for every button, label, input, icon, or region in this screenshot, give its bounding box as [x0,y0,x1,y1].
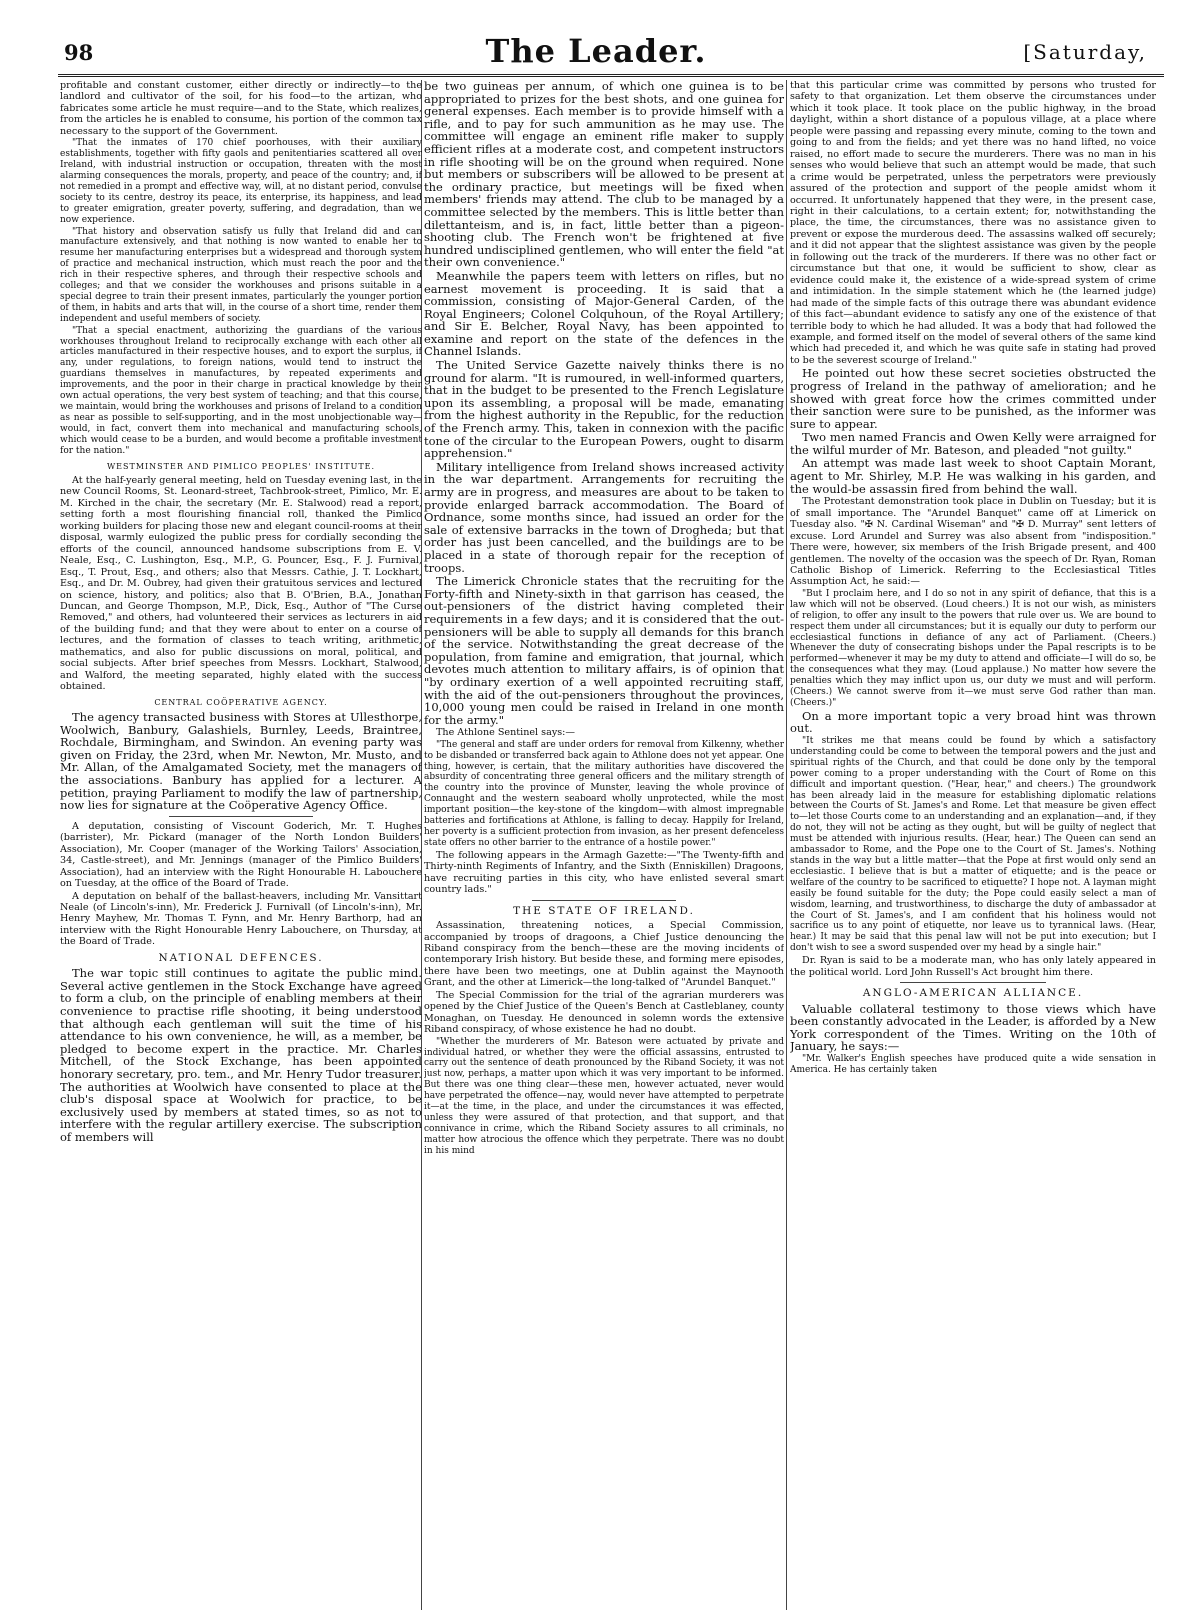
paragraph: At the half-yearly general meeting, held on Tuesday evening last, in the new Council Rooms, St. Leonard-street, Tachbrook-street, Pimlico, Mr. E. M. Kirched in the chair, the secretary (Mr. E. Stalwood) read a report, setting forth a most flourishing financial roll, thanked the Pimlico working builders for placing those new and elegant council-rooms at their disposal, warmly eulogized the public press for cordially seconding the efforts of the council, announced handsome subscriptions from E. V. Neale, Esq., C. Lushington, Esq., M.P., G. Pouncer, Esq., F. J. Furnival, Esq., T. Prout, Esq., and others; also that Messrs. Cathie, J. T. Lockhart, Esq., and Dr. M. Oubrey, had given their gratuitous services and lectured on science, history, and politics; also that B. O'Brien, B.A., Jonathan Duncan, and George Thompson, M.P., Dick, Esq., Author of "The Curse Removed," and others, had volunteered their services as lecturers in aid of the building fund; and that they were about to enter on a course of lectures, and the formation of classes to teach writing, arithmetic, mathematics, and also for public discussions on moral, political, and social subjects. After brief speeches from Messrs. Lockhart, Stalwood, and Walford, the meeting separated, highly elated with the success obtained. [60,475,422,693]
paragraph: Meanwhile the papers teem with letters on rifles, but no earnest movement is proceeding. It is said that a commission, consisting of Major-General Carden, of the Royal Engineers; Colonel Colquhoun, of the Royal Artillery; and Sir E. Belcher, Royal Navy, has been appointed to examine and report on the state of the defences in the Channel Islands. [424,268,784,359]
paragraph: The Athlone Sentinel says:— [436,727,575,739]
paragraph: profitable and constant customer, either directly or indirectly—to the landlord and cultivator of the soil, for his food—to the artizan, who fabricates some article he must require—and to the State, which realizes, from the articles he is enabled to consume, his portion of the common tax necessary to the support of the Government. [60,80,422,137]
paragraph: "The general and staff are under orders for removal from Kilkenny, whether to be disbanded or transferred back again to Athlone does not yet appear. One thing, however, is certain, that the military authorities have discovered the absurdity of concentrating three general officers and the military strength of the country into the province of Munster, leaving the whole province of Connaught and the western seaboard wholly unprotected, while the most important position—the key-stone of the kingdom—with almost impregnable batteries and fortifications at Athlone, is falling to decay. Happily for Ireland, her poverty is a sufficient protection from invasion, as her present defenceless state offers no other barrier to the entrance of a hostile power." [424,739,784,848]
divider [169,816,314,817]
column-3 [790,80,1156,1610]
paragraph: Two men named Francis and Owen Kelly were arraigned for the wilful murder of Mr. Bateson, and pleaded "not guilty." [790,430,1156,457]
section-heading: ANGLO-AMERICAN ALLIANCE. [862,987,1084,1000]
issue-day: [Saturday, [1023,40,1147,64]
divider [532,900,676,901]
paragraph: The United Service Gazette naively thinks there is no ground for alarm. "It is rumoured, in well-informed quarters, that in the budget to be presented to the French Legislature upon its assembling, a proposal will be made, emanating from the highest authority in the Republic, for the reduction of the French army. This, taken in connexion with the pacific tone of the circular to the European Powers, ought to disarm apprehension." [424,358,784,461]
masthead-title: The Leader. [485,32,707,70]
paragraph: The Limerick Chronicle states that the recruiting for the Forty-fifth and Ninety-sixth in that garrison has ceased, the out-pensioners of the district having completed their requirements in a few days; and it is considered that the out-pensioners will be able to supply all demands for this branch of the service. Notwithstanding the great decrease of the population, from famine and emigration, that journal, which devotes much attention to military affairs, is of opinion that "by ordinary exertion of a well appointed recruiting staff, with the aid of the out-pensioners throughout the provinces, 10,000 young men could be raised in Ireland in one month for the army." [424,574,784,727]
paragraph: "But I proclaim here, and I do so not in any spirit of defiance, that this is a law which will not be observed. (Loud cheers.) It is not our wish, as ministers of religion, to offer any insult to the powers that rule over us. We are bound to respect them under all circumstances; but it is equally our duty to perform our ecclesiastical functions in defiance of any act of Parliament. (Cheers.) Whenever the duty of consecrating bishops under the Papal rescripts is to be performed—whenever it may be my duty to attend and officiate—I will do so, be the consequences what they may. (Loud applause.) No matter how severe the penalties which they may inflict upon us, our duty we must and will perform. (Cheers.) We cannot swerve from it—we must serve God rather than man. (Cheers.)" [790,588,1156,708]
paragraph: "It strikes me that means could be found by which a satisfactory understanding could be come to between the temporal powers and the just and spiritual rights of the Church, and that could be done only by the temporal power coming to a proper understanding with the Court of Rome on this difficult and important question. ("Hear, hear," and cheers.) The groundwork has been already laid in the measure for establishing diplomatic relations between the Courts of St. James's and Rome. Let that measure be given effect to—let those Courts come to an understanding and an explanation—and, if they do not, they will not be acting as they ought, but will be guilty of neglect that must be attended with injurious results. (Hear, hear.) The Queen can send an ambassador to Rome, and the Pope one to the Court of St. James's. Nothing stands in the way but a little matter—that the Pope at first would only send an ecclesiastic. I believe that is but a matter of etiquette; and is the peace or welfare of the country to be sacrificed to etiquette? I hope not. A layman might easily be found suitable for the duty; the Pope could easily select a man of wisdom, learning, and trustworthiness, to discharge the duty of ambassador at the Court of St. James's, and I am confident that his holiness would not sacrifice us to any point of etiquette, nor leave us to tyrannical laws. (Hear, hear.) It may be said that this penal law will not be put into execution; but I don't wish to see a sword suspended over my head by a single hair." [790,736,1156,954]
paragraph: that this particular crime was committed by persons who trusted for safety to that organization. Let them observe the circumstances under which it took place. It took place on the public highway, in the broad daylight, within a short distance of a populous village, at a place where people were passing and repassing every minute, coming to the town and going to and from the fields; and yet there was no hand lifted, no voice raised, no effort made to secure the murderers. There was no man in his senses who would believe that such an attempt would be made, that such a crime would be perpetrated, unless the perpetrators were previously assured of the protection and support of the people amidst whom it occurred. It unfortunately happened that they were, in the present case, right in their calculations, to a certain extent; for, notwithstanding the place, the time, the circumstances, there was no assistance given to prevent or expose the murderous deed. The assassins walked off securely; and it did not appear that the slightest assistance was given by the people in following out the track of the murderers. If there was no other fact or circumstance but that one, it would be sufficient to show, clear as evidence could make it, the existence of a wide-spread system of crime and intimidation. In the simple statement which he (the learned judge) had made of the simple facts of this outrage there was abundant evidence of this fact—abundant evidence to satisfy any one of the existence of that terrible body to which he had alluded. It was a body that had followed the example, and formed itself on the model of several others of the same kind which had preceded it, and which he was quite safe in stating had proved to be the severest scourge of Ireland." [790,80,1156,366]
paragraph: "That history and observation satisfy us fully that Ireland did and can manufacture extensively, and that nothing is now wanted to enable her to resume her manufacturing enterprises but a widespread and thorough system of practice and mechanical instruction, which must reach the poor and the rich in their respective spheres, and through their respective schools and colleges; and that we consider the workhouses and prisons suitable in a special degree to train their present inmates, particularly the younger portion of them, in habits and arts that will, in the course of a short time, render them independent and useful members of society. [60,226,422,324]
paragraph: A deputation, consisting of Viscount Goderich, Mr. T. Hughes (barrister), Mr. Pickard (manager of the North London Builders' Association), Mr. Cooper (manager of the Working Tailors' Association, 34, Castle-street), and Mr. Jennings (manager of the Pimlico Builders' Association), had an interview with the Right Honourable H. Labouchere on Tuesday, at the office of the Board of Trade. [60,820,422,890]
column-2 [424,80,784,1610]
paragraph: be two guineas per annum, of which one guinea is to be appropriated to prizes for the best shots, and one guinea for general expenses. Each member is to provide himself with a rifle, and to pay for such ammunition as he may use. The committee will engage an eminent rifle maker to supply efficient rifles at a moderate cost, and competent instructors in rifle shooting will be on the ground when required. None but members or subscribers will be allowed to be present at the ordinary practice, but meetings will be fixed when members' friends may attend. The club to be managed by a committee selected by the members. This is little better than dilettanteism, and is, in fact, little better than a pigeon-shooting club. The French won't be frightened at five hundred undisciplined gentlemen, who will enter the field "at their own convenience." [424,80,784,270]
column-1 [60,80,422,1610]
section-heading: NATIONAL DEFENCES. [158,951,324,964]
paragraph: A deputation on behalf of the ballast-heavers, including Mr. Vansittart Neale (of Lincoln's-inn), Mr. Frederick J. Furnivall (of Lincoln's-inn), Mr. Henry Mayhew, Mr. Thomas T. Fynn, and Mr. Henry Barthorp, had an interview with the Right Honourable Henry Labouchere, on Thursday, at the Board of Trade. [60,890,422,948]
paragraph: "Mr. Walker's English speeches have produced quite a wide sensation in America. He has certainly taken [790,1053,1156,1075]
paragraph: "Whether the murderers of Mr. Bateson were actuated by private and individual hatred, or whether they were the official assassins, entrusted to carry out the sentence of death pronounced by the Riband Society, it was not just now, perhaps, a matter upon which it was very important to be informed. But there was one thing clear—these men, however actuated, never would have perpetrated the offence—nay, would never have attempted to perpetrate it—at the time, in the place, and under the circumstances it was effected, unless they were assured of that protection, and that support, and that connivance in crime, which the Riband Society assures to all criminals, no matter how atrocious the offence which they perpetrate. There was no doubt in his mind [424,1036,784,1156]
paragraph: Valuable collateral testimony to those views which have been constantly advocated in the Leader, is afforded by a New York correspondent of the Times. Writing on the 10th of January, he says:— [790,1001,1156,1054]
divider [900,982,1046,983]
paragraph: The war topic still continues to agitate the public mind. Several active gentlemen in the Stock Exchange have agreed to form a club, on the principle of enabling members at their convenience to practise rifle shooting, it being understood that although each gentleman will suit the time of his attendance to his own convenience, he will, as a member, be pledged to become expert in the practice. Mr. Charles Mitchell, of the Stock Exchange, has been appointed honorary secretary, pro. tem., and Mr. Henry Tudor treasurer. The authorities at Woolwich have consented to place at the club's disposal space at Woolwich for practice, to be exclusively used by members at stated times, so as not to interfere with the regular artillery exercise. The subscription of members will [60,966,422,1144]
paragraph: Military intelligence from Ireland shows increased activity in the war department. Arrangements for recruiting the army are in progress, and measures are about to be taken to provide enlarged barrack accommodation. The Board of Ordnance, some months since, had issued an order for the sale of extensive barracks in the town of Drogheda; but that order has just been cancelled, and the buildings are to be placed in a state of thorough repair for the reception of troops. [424,459,784,575]
column-divider [786,80,787,1610]
paragraph: "That the inmates of 170 chief poorhouses, with their auxiliary establishments, together with fifty gaols and penitentiaries scattered all over Ireland, with industrial instruction or occupation, threaten with the most alarming consequences the morals, property, and peace of the country; and, if not remedied in a prompt and effective way, will, at no distant period, convulse society to its centre, destroy its peace, its enterprise, its happiness, and lead to greater emigration, greater poverty, suffering, and degradation, than we now experience. [60,138,422,225]
header-rule [58,74,1164,77]
paragraph: He pointed out how these secret societies obstructed the progress of Ireland in the pathway of amelioration; and he showed with great force how the crimes committed under their sanction were sure to be punished, as the informer was sure to appear. [790,366,1156,431]
paragraph: On a more important topic a very broad hint was thrown out. [790,708,1156,736]
section-heading: CENTRAL COÖPERATIVE AGENCY. [154,697,328,707]
section-heading: THE STATE OF IRELAND. [513,904,695,917]
page-number: 98 [64,40,94,65]
paragraph: The Special Commission for the trial of the agrarian murderers was opened by the Chief Justice of the Queen's Bench at Castleblaney, county Monaghan, on Tuesday. He denounced in solemn words the extensive Riband conspiracy, of whose existence he had no doubt. [424,989,784,1036]
paragraph: The Protestant demonstration took place in Dublin on Tuesday; but it is of small importance. The "Arundel Banquet" came off at Limerick on Tuesday also. "✠ N. Cardinal Wiseman" and "✠ D. Murray" sent letters of excuse. Lord Arundel and Surrey was also absent from "indisposition." There were, however, six members of the Irish Brigade present, and 400 gentlemen. The novelty of the occasion was the speech of Dr. Ryan, Roman Catholic Bishop of Limerick. Referring to the Ecclesiastical Titles Assumption Act, he said:— [790,496,1156,588]
section-heading: WESTMINSTER AND PIMLICO PEOPLES' INSTITUTE. [106,461,376,471]
paragraph: Assassination, threatening notices, a Special Commission, accompanied by troops of dragoons, a Chief Justice denouncing the Riband conspiracy from the bench—these are the moving incidents of contemporary Irish history. But beside these, and forming mere episodes, there have been two meetings, one at Dublin against the Maynooth Grant, and the other at Limerick—the long-talked of "Arundel Banquet." [424,920,784,989]
paragraph: The following appears in the Armagh Gazette:—"The Twenty-fifth and Thirty-ninth Regiments of Infantry, and the Sixth (Enniskillen) Dragoons, have recruiting parties in this city, who have enlisted several smart country lads." [424,849,784,896]
paragraph: An attempt was made last week to shoot Captain Morant, agent to Mr. Shirley, M.P. He was walking in his garden, and the would-be assassin fired from behind the wall. [790,456,1156,496]
paragraph: Dr. Ryan is said to be a moderate man, who has only lately appeared in the political world. Lord John Russell's Act brought him there. [790,955,1156,978]
paragraph: The agency transacted business with Stores at Ullesthorpe, Woolwich, Banbury, Galashiels, Burnley, Leeds, Braintree, Rochdale, Birmingham, and Swindon. An evening party was given on Friday, the 23rd, when Mr. Newton, Mr. Musto, and Mr. Allan, of the Amalgamated Society, met the managers of the associations. Banbury has applied for a lecturer. A petition, praying Parliament to modify the law of partnership, now lies for signature at the Coöperative Agency Office. [60,710,422,813]
paragraph: "That a special enactment, authorizing the guardians of the various workhouses throughout Ireland to reciprocally exchange with each other all articles manufactured in their respective houses, and to export the surplus, if any, under regulations, to foreign nations, would tend to instruct the guardians themselves in manufactures, by repeated experiments and improvements, and the poor in their charge in practical knowledge by their own actual operations, the very best system of teaching; and that this course, we maintain, would bring the workhouses and prisons of Ireland to a condition as near as possible to self-supporting, and in the most unobjectionable way—would, in fact, convert them into mechanical and manufacturing schools, which would cease to be a burden, and would become a profitable investment for the nation." [60,325,422,456]
